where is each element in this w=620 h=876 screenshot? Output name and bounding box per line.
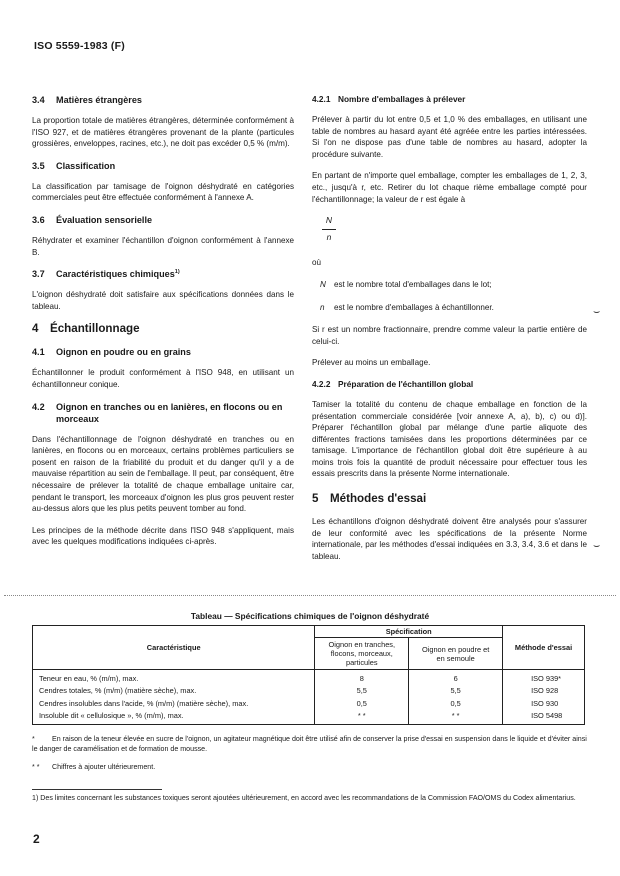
where-label: où [312, 258, 322, 268]
section-3-4 [32, 94, 294, 150]
row-value-a: 8 [315, 670, 409, 686]
section-3-5 [32, 160, 294, 204]
section-3-7 [32, 268, 294, 312]
paragraph: La classification par tamisage de l'oignon déshydraté en catégories commerciales peut être effectuée conformément à l'annexe A. [32, 181, 294, 203]
row-method: ISO 5498 [503, 710, 585, 725]
row-value-a: * * [315, 710, 409, 725]
paragraph: L'oignon déshydraté doit satisfaire aux spécifications données dans le tableau. [32, 290, 294, 311]
row-value-a: 0,5 [315, 697, 409, 709]
paragraph: En partant de n'importe quel emballage, compter les emballages de 1, 2, 3, etc., jusqu'à r, etc. Retirer du lot chaque rième emballage compté pour l'échantillonnage; la valeur de r est égale à [312, 171, 587, 204]
section-heading: 3.5 Classification [32, 160, 116, 171]
definition-N: N est le nombre total d'emballages dans le lot; [320, 279, 492, 289]
paragraph: Si r est un nombre fractionnaire, prendre comme valeur la partie entière de celui-ci. [312, 325, 587, 346]
paragraph: Les principes de la méthode décrite dans l'ISO 948 s'appliquent, mais avec les quelques modifications indiquées ci-après. [32, 525, 294, 547]
paragraph: La proportion totale de matières étrangères, déterminée conformément à l'ISO 927, et de matières étrangères provenant de la plante (particules grossières, enveloppes, racines, etc.), ne doit pas excéder 0,5 % (m/m). [32, 116, 294, 149]
section-5 [312, 492, 587, 562]
row-characteristic: Cendres totales, % (m/m) (matière sèche), max. [33, 685, 315, 697]
paragraph: Réhydrater et examiner l'échantillon d'oignon conformément à l'annexe B. [32, 235, 294, 257]
col-header-characteristic: Caractéristique [33, 626, 315, 670]
section-heading: 4.1 Oignon en poudre ou en grains [32, 347, 191, 358]
col-header-method: Méthode d'essai [503, 626, 585, 670]
table-row [33, 697, 585, 709]
table-note-1: * En raison de la teneur élevée en sucre de l'oignon, un agitateur magnétique doit être utilisé afin de conserver la prise d'essai en suspension dans le liquide et d'éviter ainsi le danger de caramélisation et de formation de mousse. [32, 735, 587, 753]
footnote: 1) Des limites concernant les substances toxiques seront ajoutées ultérieurement, en accord avec les recommandations de la Commission FAO/OMS du Codex alimentarius. [32, 794, 576, 802]
row-value-b: 6 [409, 670, 503, 686]
row-value-b: 5,5 [409, 685, 503, 697]
paragraph: Les échantillons d'oignon déshydraté doivent être analysés pour s'assurer de leur conformité avec les spécifications de la présente Norme internationale, par les méthodes d'essai indiquées en 3.3, 3.4, 3.6 et dans le tableau. [312, 517, 587, 561]
row-value-b: * * [409, 710, 503, 725]
col-header-slices: Oignon en tranches, flocons, morceaux, particules [315, 638, 409, 670]
row-value-a: 5,5 [315, 685, 409, 697]
page-number: 2 [33, 832, 40, 846]
row-value-b: 0,5 [409, 697, 503, 709]
standard-header: ISO 5559-1983 (F) [34, 40, 125, 52]
section-heading: 3.7 Caractéristiques chimiques$^{1)}$ [32, 269, 180, 280]
paragraph: Tamiser la totalité du contenu de chaque emballage en fonction de la présentation commerciale considérée [voir annexe A, a), b), c) ou d)]. Préparer l'échantillon global par mélange d'une partie aliquote des différentes fractions tamisées dans les proportions déterminées par ce tamisage. L'importance de l'échantillon global doit être supérieure à au moins trois fois la quantité de produit nécessaire pour effectuer tous les essais prescrits dans la présente Norme internationale. [312, 399, 587, 479]
paragraph: Prélever au moins un emballage. [312, 358, 431, 368]
subsection-heading: 4.2.2 Préparation de l'échantillon global [312, 378, 474, 389]
row-characteristic: Insoluble dit « cellulosique », % (m/m), max. [33, 710, 315, 725]
footnote-rule [32, 789, 162, 790]
definition-n: n est le nombre d'emballages à échantillonner. [320, 302, 494, 312]
section-3-6 [32, 214, 294, 258]
col-header-specification: Spécification [315, 626, 503, 638]
paragraph: Échantillonner le produit conformément à l'ISO 948, en utilisant un échantillonneur conique. [32, 368, 294, 389]
paragraph: Dans l'échantillonnage de l'oignon déshydraté en tranches ou en lanières, en flocons ou en morceaux, certains problèmes particuliers se posent en raison de la friabilité du produit et du danger qu'il y a de mauvaise répartition au sein de l'emballage. Il peut, par conséquent, être nécessaire de prélever la totalité de chaque emballage unitaire car, pendant le transport, les morceaux d'oignon les plus gros peuvent rester au-dessus alors que les plus petits peuvent tomber au fond. [32, 434, 294, 514]
footnote-reference: 1) [174, 269, 180, 276]
section-heading: 3.6 Évaluation sensorielle [32, 214, 153, 225]
subsection-heading: 4.2.1 Nombre d'emballages à prélever [312, 94, 466, 104]
chapter-heading-5: 5 Méthodes d'essai [312, 492, 427, 506]
table-row [33, 670, 585, 686]
section-4-1 [32, 346, 294, 390]
section-4-2-1 [312, 94, 587, 369]
scan-mark: ⌣ [593, 306, 601, 318]
section-4-2 [32, 401, 294, 548]
scan-mark: ⌣ [593, 540, 601, 552]
row-method: ISO 930 [503, 697, 585, 709]
chapter-heading-4: 4 Échantillonnage [32, 322, 140, 336]
right-column [312, 94, 587, 572]
row-characteristic: Cendres insolubles dans l'acide, % (m/m) (matière sèche), max. [33, 697, 315, 709]
row-method: ISO 928 [503, 685, 585, 697]
table-note-2: * * Chiffres à ajouter ultérieurement. [32, 763, 156, 771]
paragraph: Prélever à partir du lot entre 0,5 et 1,0 % des emballages, en utilisant une table de nombres au hasard ayant été agréée entre les parties intéressées. Si l'on ne dispose pas d'une table de nombres au hasard, adopter la procédure suivante. [312, 115, 587, 159]
row-method: ISO 939* [503, 670, 585, 686]
fraction-formula: N n [322, 215, 336, 243]
page-divider [4, 595, 616, 596]
section-4-2-2 [312, 379, 587, 480]
table-row [33, 685, 585, 697]
spec-table [32, 625, 585, 725]
row-characteristic: Teneur en eau, % (m/m), max. [33, 670, 315, 686]
table-title: Tableau — Spécifications chimiques de l'oignon déshydraté [190, 611, 430, 621]
table-row [33, 710, 585, 725]
section-heading: 3.4 Matières étrangères [32, 95, 142, 105]
left-column [32, 94, 294, 558]
section-heading: 4.2 Oignon en tranches ou en lanières, en flocons ou en morceaux [32, 401, 283, 424]
col-header-powder: Oignon en poudre et en semoule [409, 638, 503, 670]
